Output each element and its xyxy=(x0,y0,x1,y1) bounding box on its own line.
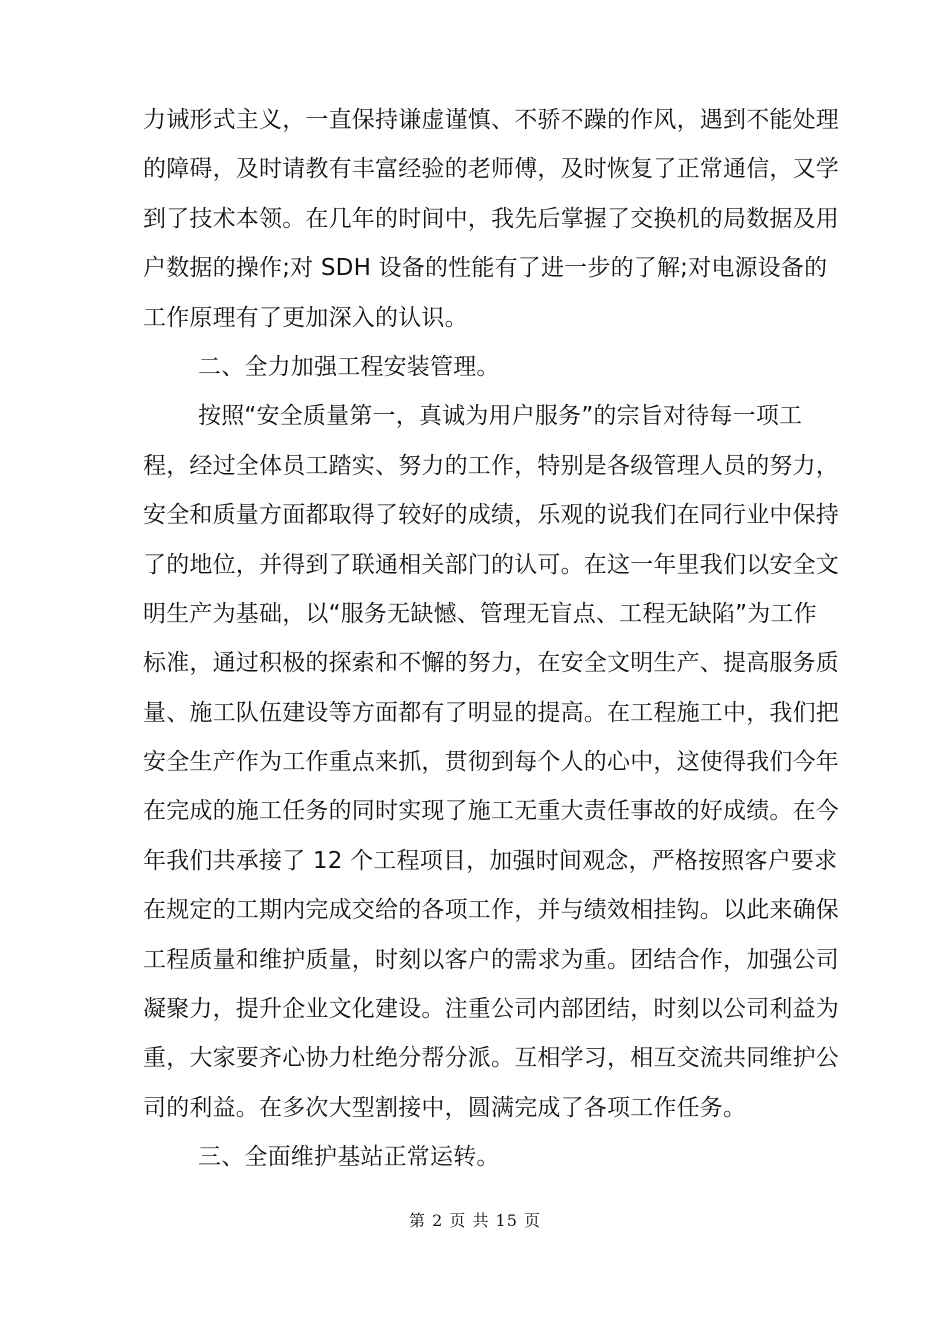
text-line: 工程质量和维护质量，时刻以客户的需求为重。团结合作，加强公司 xyxy=(143,946,839,973)
text-line: 凝聚力，提升企业文化建设。注重公司内部团结，时刻以公司利益为 xyxy=(143,996,839,1023)
text-line: 户数据的操作;对 SDH 设备的性能有了进一步的了解;对电源设备的 xyxy=(143,255,828,282)
text-line: 力诫形式主义，一直保持谦虚谨慎、不骄不躁的作风，遇到不能处理 xyxy=(143,107,839,133)
text-line: 重，大家要齐心协力杜绝分帮分派。互相学习，相互交流共同维护公 xyxy=(143,1045,839,1072)
text-line: 安全和质量方面都取得了较好的成绩，乐观的说我们在同行业中保持 xyxy=(143,502,839,529)
text-line: 了的地位，并得到了联通相关部门的认可。在这一年里我们以安全文 xyxy=(143,551,839,578)
text-line: 量、施工队伍建设等方面都有了明显的提高。在工程施工中，我们把 xyxy=(143,699,839,726)
text-line: 程，经过全体员工踏实、努力的工作，特别是各级管理人员的努力， xyxy=(143,452,839,479)
text-line: 标准，通过积极的探索和不懈的努力，在安全文明生产、提高服务质 xyxy=(143,650,839,677)
document-body xyxy=(143,96,839,1183)
section-heading-3: 三、全面维护基站正常运转。 xyxy=(198,1144,500,1171)
text-line: 司的利益。在多次大型割接中，圆满完成了各项工作任务。 xyxy=(143,1094,747,1121)
text-line: 到了技术本领。在几年的时间中，我先后掌握了交换机的局数据及用 xyxy=(143,205,839,232)
text-line: 按照“安全质量第一，真诚为用户服务”的宗旨对待每一项工 xyxy=(198,403,803,430)
text-line: 安全生产作为工作重点来抓，贯彻到每个人的心中，这使得我们今年 xyxy=(143,749,839,776)
section-heading-2: 二、全力加强工程安装管理。 xyxy=(198,353,500,380)
text-line: 在完成的施工任务的同时实现了施工无重大责任事故的好成绩。在今 xyxy=(143,798,839,825)
page-number-footer: 第 2 页 共 15 页 xyxy=(409,1211,541,1230)
text-line: 在规定的工期内完成交给的各项工作，并与绩效相挂钩。以此来确保 xyxy=(143,897,839,924)
text-line: 年我们共承接了 12 个工程项目，加强时间观念，严格按照客户要求 xyxy=(143,847,838,874)
text-line: 的障碍，及时请教有丰富经验的老师傅，及时恢复了正常通信，又学 xyxy=(143,156,839,183)
text-line: 工作原理有了更加深入的认识。 xyxy=(143,304,468,331)
text-line: 明生产为基础，以“服务无缺憾、管理无盲点、工程无缺陷”为工作 xyxy=(143,600,817,627)
